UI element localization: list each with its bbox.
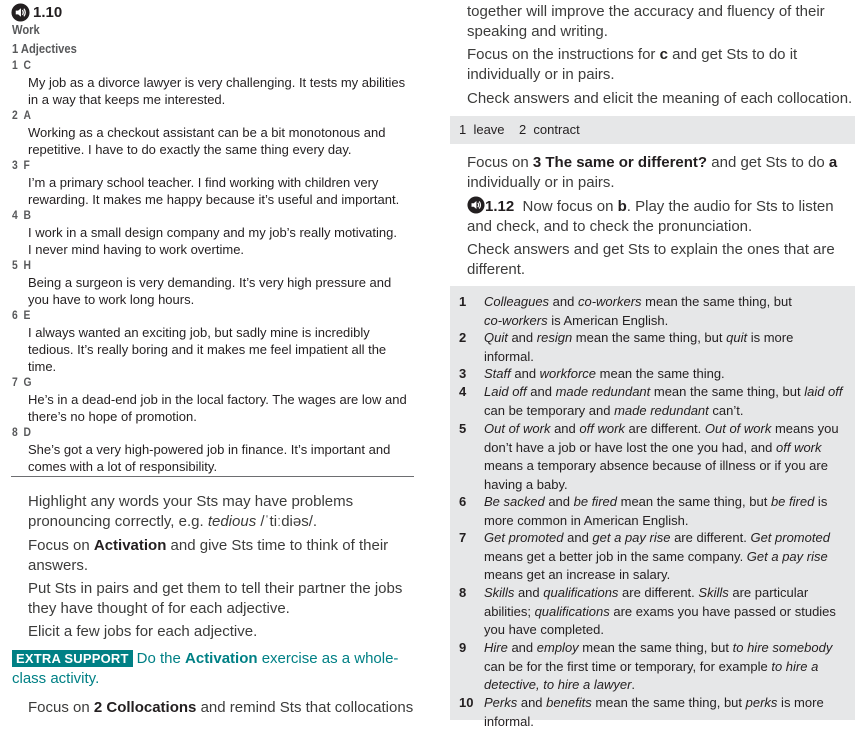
term: resign xyxy=(537,330,572,345)
answer-number: 6 xyxy=(459,493,475,511)
text: is more xyxy=(747,330,793,345)
text-line: Check answers and get Sts to explain the ones that are xyxy=(467,240,855,260)
text: mean the same thing, but xyxy=(579,640,733,655)
term: Skills xyxy=(484,585,514,600)
bold-term: 3 The same or different? xyxy=(533,154,707,171)
text-line: class activity. xyxy=(12,669,412,689)
answer-line xyxy=(484,639,855,658)
text: don’t have a job or have lost the one you had, and xyxy=(484,440,776,455)
item-text-line: rewarding. It makes me happy because it’s useful and important. xyxy=(28,191,420,208)
answer-line xyxy=(484,476,855,495)
instruction-same-different xyxy=(467,153,855,193)
text: mean the same thing, but xyxy=(650,384,804,399)
text: and xyxy=(549,294,578,309)
instruction-collocations xyxy=(28,698,428,718)
item-letter: G xyxy=(23,375,31,389)
answer-line xyxy=(484,493,855,512)
answer-line xyxy=(484,348,855,367)
text: and xyxy=(514,585,543,600)
item-text-line: Working as a checkout assistant can be a bit monotonous and xyxy=(28,124,420,141)
text-line xyxy=(467,45,855,65)
text: and xyxy=(527,384,556,399)
term: detective, to hire a lawyer xyxy=(484,677,631,692)
answer-item xyxy=(459,383,855,420)
text-line: together will improve the accuracy and fluency of their xyxy=(467,2,855,22)
term: employ xyxy=(537,640,579,655)
answer-text xyxy=(484,365,855,384)
term: Get a pay rise xyxy=(747,549,828,564)
text: and xyxy=(511,366,540,381)
instruction-check: Check answers and elicit the meaning of each collocation. xyxy=(467,89,855,109)
term: off work xyxy=(776,440,822,455)
answer-number: 2 xyxy=(459,329,475,347)
answer-number: 7 xyxy=(459,529,475,547)
text: exercise as a whole- xyxy=(258,650,399,667)
item-text-line: He’s in a dead-end job in the local factory. The wages are low and xyxy=(28,391,420,408)
text: is xyxy=(814,494,827,509)
answer-item xyxy=(459,493,855,530)
extra-support-note xyxy=(12,649,412,689)
answer-line xyxy=(484,621,855,640)
text: abilities; xyxy=(484,604,535,619)
instruction-elicit: Elicit a few jobs for each adjective. xyxy=(28,622,418,642)
text-line: and check, and to check the pronunciation. xyxy=(467,217,855,237)
answer-number: 8 xyxy=(459,584,475,602)
text-line: Put Sts in pairs and get them to tell their partner the jobs xyxy=(28,579,418,599)
item-letter: E xyxy=(23,308,30,322)
term: Colleagues xyxy=(484,294,549,309)
audio-heading-1-10[interactable] xyxy=(11,2,62,22)
instruction-audio-1-12 xyxy=(467,196,855,237)
text-line xyxy=(467,196,855,217)
text: informal. xyxy=(484,349,534,364)
answer-line xyxy=(484,658,855,677)
bold-term: c xyxy=(660,46,668,63)
text: having a baby. xyxy=(484,477,568,492)
term: benefits xyxy=(546,695,592,710)
answer-line xyxy=(484,402,855,421)
answer-item xyxy=(459,293,855,330)
section-title: Work xyxy=(12,22,40,37)
answer-text xyxy=(484,383,855,420)
item-text-line: there’s no hope of promotion. xyxy=(28,408,420,425)
extra-support-badge: EXTRA SUPPORT xyxy=(12,650,133,667)
item-letter: F xyxy=(23,158,29,172)
item-number: 7 xyxy=(12,375,18,389)
term: qualifications xyxy=(535,604,610,619)
text: are different. xyxy=(670,530,750,545)
text-line: Highlight any words your Sts may have problems xyxy=(28,492,418,512)
item-text-line: My job as a divorce lawyer is very challenging. It tests my abilities xyxy=(28,74,420,91)
answer-number: 1 xyxy=(459,293,475,311)
text: informal. xyxy=(484,714,534,729)
term: get a pay rise xyxy=(592,530,670,545)
collocation-intro xyxy=(467,2,855,42)
item-text-line: I’m a primary school teacher. I find working with children very xyxy=(28,174,420,191)
text: are exams you have passed or studies xyxy=(610,604,836,619)
text: and xyxy=(508,640,537,655)
item-number: 3 xyxy=(12,158,18,172)
term: qualifications xyxy=(543,585,618,600)
item-text-line: I work in a small design company and my job’s really motivating. xyxy=(28,224,420,241)
answer-text xyxy=(484,329,855,366)
term: Staff xyxy=(484,366,511,381)
answer-item xyxy=(459,639,855,695)
text: and xyxy=(508,330,537,345)
item-text-line: you have to work long hours. xyxy=(28,291,420,308)
item-number: 6 xyxy=(12,308,18,322)
answer-line xyxy=(484,439,855,458)
answer-text xyxy=(484,529,855,585)
term: be fired xyxy=(771,494,814,509)
answer-item xyxy=(459,420,855,494)
text: more common in American English. xyxy=(484,513,688,528)
text-line xyxy=(28,536,418,556)
item-letter: B xyxy=(23,208,30,222)
item-text-line: in a way that keeps me interested. xyxy=(28,91,420,108)
answer-line xyxy=(484,676,855,695)
answer-line xyxy=(484,312,855,331)
text-line: different. xyxy=(467,260,855,280)
instruction-check-explain xyxy=(467,240,855,280)
text: means a temporary absence because of illness or if you are xyxy=(484,458,828,473)
answer-item xyxy=(459,529,855,585)
item-number-and-letter xyxy=(12,375,32,389)
audio-number: 1.12 xyxy=(485,198,514,215)
answer-text xyxy=(484,493,855,530)
phonetic-transcription: /ˈtiːdiəs/. xyxy=(256,513,317,530)
text-line: answers. xyxy=(28,556,418,576)
text: can be for the first time or temporary, for example xyxy=(484,659,771,674)
item-number: 2 xyxy=(12,108,18,122)
text: and xyxy=(564,530,593,545)
answer-line xyxy=(484,566,855,585)
text: Now focus on xyxy=(514,198,617,215)
item-number: 8 xyxy=(12,425,18,439)
term: Be sacked xyxy=(484,494,545,509)
item-number-and-letter xyxy=(12,108,31,122)
item-text-line: Being a surgeon is very demanding. It’s very high pressure and xyxy=(28,274,420,291)
term: Skills xyxy=(698,585,728,600)
term: to hire somebody xyxy=(733,640,833,655)
bold-term: b xyxy=(618,198,627,215)
text: can’t. xyxy=(709,403,744,418)
text: is American English. xyxy=(548,313,669,328)
answer-line xyxy=(484,329,855,348)
subsection-title: 1 Adjectives xyxy=(12,41,77,56)
item-letter: A xyxy=(23,108,30,122)
text: pronouncing correctly, e.g. xyxy=(28,513,208,530)
answers-box-collocations xyxy=(450,116,855,144)
term: made redundant xyxy=(556,384,651,399)
bold-term: Activation xyxy=(94,537,167,554)
answer-line xyxy=(484,584,855,603)
text: Focus on xyxy=(28,537,94,554)
answers-box-same-different xyxy=(450,286,855,720)
text: Focus on xyxy=(28,699,94,716)
term: Laid off xyxy=(484,384,527,399)
text: mean the same thing. xyxy=(596,366,725,381)
text: and xyxy=(517,695,546,710)
term: off work xyxy=(579,421,625,436)
term: Out of work xyxy=(705,421,771,436)
item-number-and-letter xyxy=(12,308,30,322)
bold-term: Activation xyxy=(185,650,258,667)
answer-line xyxy=(484,529,855,548)
bold-term: 2 Collocations xyxy=(94,699,197,716)
answer-item xyxy=(459,694,855,731)
item-number-and-letter xyxy=(12,425,31,439)
item-number: 4 xyxy=(12,208,18,222)
text-line xyxy=(28,512,418,532)
term: laid off xyxy=(804,384,842,399)
text: . xyxy=(631,677,635,692)
text: means you xyxy=(771,421,838,436)
answer-number: 10 xyxy=(459,694,475,712)
term: Out of work xyxy=(484,421,550,436)
term: workforce xyxy=(540,366,596,381)
item-text-line: repetitive. I have to do exactly the same thing every day. xyxy=(28,141,420,158)
text: are different. xyxy=(625,421,705,436)
text: are different. xyxy=(618,585,698,600)
audio-speaker-icon[interactable] xyxy=(467,196,485,214)
text: and get Sts to do it xyxy=(668,46,797,63)
term: quit xyxy=(726,330,747,345)
answer-text xyxy=(484,584,855,640)
item-letter: D xyxy=(23,425,30,439)
instruction-activation xyxy=(28,536,418,576)
term: to hire a xyxy=(771,659,818,674)
text: and xyxy=(545,494,574,509)
term: Perks xyxy=(484,695,517,710)
term: co-workers xyxy=(484,313,548,328)
item-text-line: time. xyxy=(28,358,420,375)
text: . Play the audio for Sts to listen xyxy=(627,198,834,215)
text-line xyxy=(467,153,855,173)
answer-item xyxy=(459,329,855,366)
item-text-line: comes with a lot of responsibility. xyxy=(28,458,420,475)
text: Focus on xyxy=(467,154,533,171)
text-line: speaking and writing. xyxy=(467,22,855,42)
answer-line xyxy=(484,457,855,476)
answer-line xyxy=(484,694,855,713)
answer-number: 4 xyxy=(459,383,475,401)
instruction-pairs xyxy=(28,579,418,619)
item-number-and-letter xyxy=(12,208,31,222)
text: and xyxy=(550,421,579,436)
answer-line xyxy=(484,512,855,531)
text: mean the same thing, but xyxy=(617,494,771,509)
term: co-workers xyxy=(578,294,642,309)
instruction-c xyxy=(467,45,855,85)
term: be fired xyxy=(574,494,617,509)
text: and give Sts time to think of their xyxy=(166,537,388,554)
left-column xyxy=(0,0,420,720)
term: perks xyxy=(746,695,778,710)
answer-number: 5 xyxy=(459,420,475,438)
item-letter: C xyxy=(23,58,30,72)
item-number-and-letter xyxy=(12,158,30,172)
item-number: 5 xyxy=(12,258,18,272)
text: and get Sts to do xyxy=(707,154,829,171)
text: mean the same thing, but xyxy=(572,330,726,345)
audio-speaker-icon[interactable] xyxy=(11,3,30,22)
instruction-highlight xyxy=(28,492,418,532)
text: can be temporary and xyxy=(484,403,614,418)
answer-line xyxy=(484,713,855,731)
answer-text xyxy=(484,639,855,695)
answer-item xyxy=(459,584,855,640)
example-word: tedious xyxy=(208,513,256,530)
answer-number: 3 xyxy=(459,365,475,383)
item-number-and-letter xyxy=(12,58,31,72)
text: Focus on the instructions for xyxy=(467,46,660,63)
answer-line xyxy=(484,383,855,402)
answer-number: 9 xyxy=(459,639,475,657)
text-line: individually or in pairs. xyxy=(467,173,855,193)
answer-line xyxy=(484,293,855,312)
term: Get promoted xyxy=(484,530,564,545)
term: Quit xyxy=(484,330,508,345)
answer-line xyxy=(484,603,855,622)
text-line: individually or in pairs. xyxy=(467,65,855,85)
item-number-and-letter xyxy=(12,258,31,272)
text: Do the xyxy=(137,650,185,667)
answer-line xyxy=(484,365,855,384)
text: are particular xyxy=(729,585,808,600)
text-line: they have thought of for each adjective. xyxy=(28,599,418,619)
text: mean the same thing, but xyxy=(592,695,746,710)
answers-line: 1 leave 2 contract xyxy=(459,121,580,139)
audio-number: 1.10 xyxy=(33,4,62,21)
answer-line xyxy=(484,548,855,567)
item-text-line: tedious. It’s really boring and it makes me feel impatient all the xyxy=(28,341,420,358)
item-letter: H xyxy=(23,258,30,272)
text: means get a better job in the same company. xyxy=(484,549,747,564)
term: Get promoted xyxy=(750,530,830,545)
item-text-line: I always wanted an exciting job, but sadly mine is incredibly xyxy=(28,324,420,341)
term: Hire xyxy=(484,640,508,655)
answer-text xyxy=(484,293,855,330)
item-text-line: I never mind having to work overtime. xyxy=(28,241,420,258)
text: mean the same thing, but xyxy=(645,294,792,309)
divider xyxy=(11,476,414,477)
answer-item xyxy=(459,365,855,384)
text: you have completed. xyxy=(484,622,604,637)
item-text-line: She’s got a very high-powered job in finance. It’s important and xyxy=(28,441,420,458)
text: is more xyxy=(777,695,823,710)
text: and remind Sts that collocations xyxy=(196,699,413,716)
item-number: 1 xyxy=(12,58,18,72)
answer-line xyxy=(484,420,855,439)
text-line xyxy=(12,649,412,669)
bold-term: a xyxy=(829,154,837,171)
term: made redundant xyxy=(614,403,709,418)
answer-text xyxy=(484,694,855,731)
answer-text xyxy=(484,420,855,494)
text: means get an increase in salary. xyxy=(484,567,670,582)
